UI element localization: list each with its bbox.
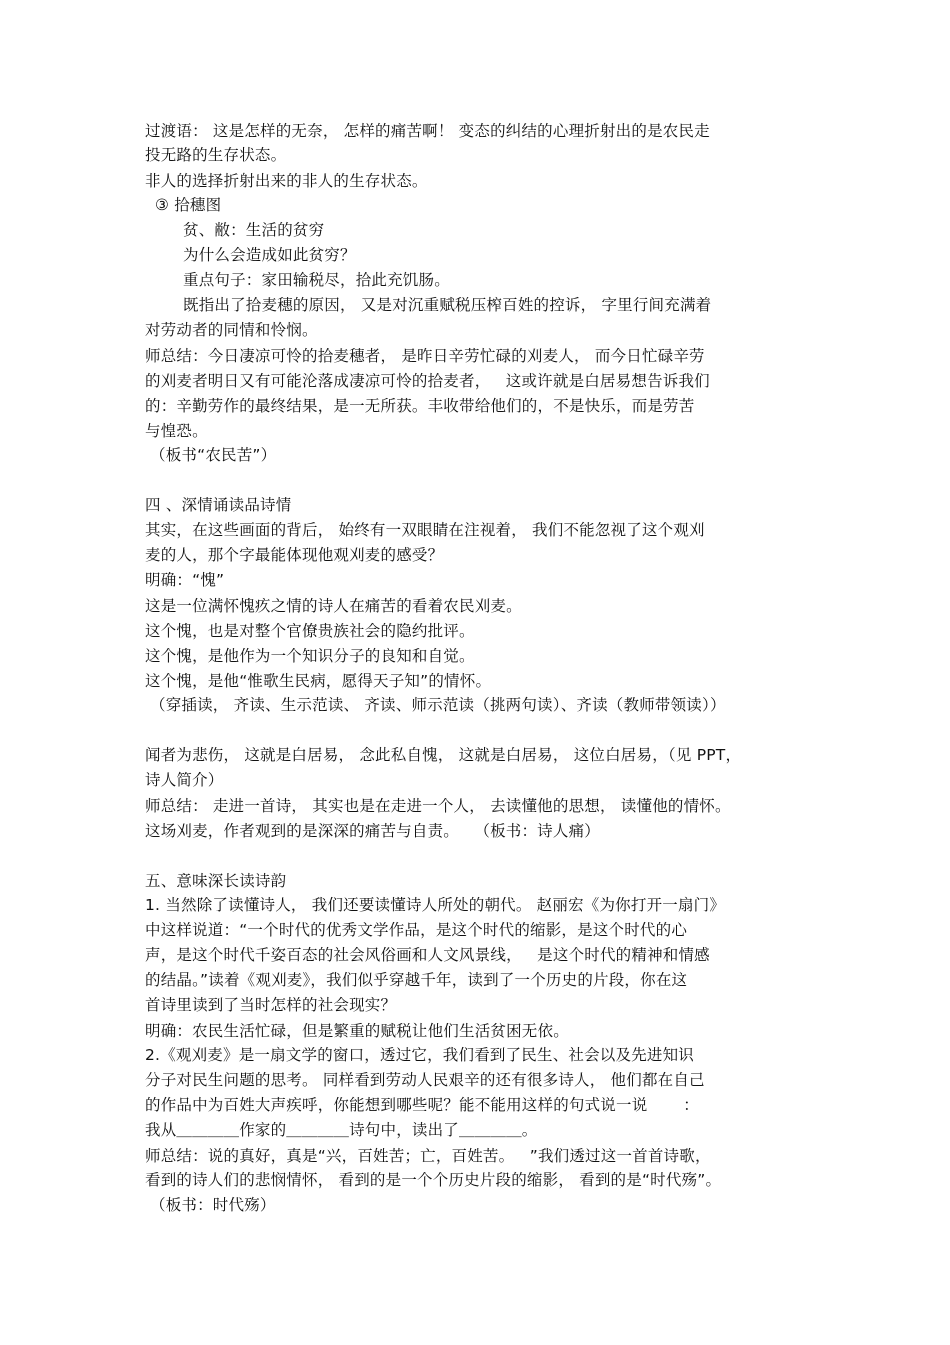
text-line: 我从＿＿＿＿作家的＿＿＿＿诗句中，读出了＿＿＿＿。 [145,1121,538,1139]
reading-note: （穿插读， 齐读、生示范读、 齐读、师示范读（挑两句读）、齐读（教师带领读）） [150,696,726,714]
text-line: 这个愧，也是对整个官僚贵族社会的隐约批评。 [145,622,475,640]
text-line: 的刈麦者明日又有可能沦落成凄凉可怜的拾麦者， 这或许就是白居易想告诉我们 [145,372,710,390]
text-line: 贫、敝：生活的贫穷 [183,221,325,239]
text-line: 首诗里读到了当时怎样的社会现实？ [145,996,397,1014]
text-line: 看到的诗人们的悲悯情怀， 看到的是一个个历史片段的缩影， 看到的是“时代殇”。 [145,1171,722,1189]
board-note: （板书：时代殇） [150,1196,276,1214]
text-line: 的：辛勤劳作的最终结果，是一无所获。丰收带给他们的，不是快乐，而是劳苦 [145,397,695,415]
text-line: 非人的选择折射出来的非人的生存状态。 [145,172,428,190]
text-line: 师总结： 走进一首诗， 其实也是在走进一个人， 去读懂他的思想， 读懂他的情怀。 [145,797,731,815]
text-line: 这个愧，是他“惟歌生民病，愿得天子知”的情怀。 [145,672,492,690]
text-line: 1. 当然除了读懂诗人， 我们还要读懂诗人所处的朝代。 赵丽宏《为你打开一扇门》 [145,896,726,914]
text-line: 这是一位满怀愧疚之情的诗人在痛苦的看着农民刈麦。 [145,597,522,615]
text-line: 的作品中为百姓大声疾呼，你能想到哪些呢？能不能用这样的句式说一说 ： [145,1096,699,1114]
text-line: 明确：“愧” [145,571,225,589]
text-line: 师总结：说的真好，真是“兴，百姓苦；亡，百姓苦。 ”我们透过这一首首诗歌， [145,1147,711,1165]
text-line: 与惶恐。 [145,422,208,440]
text-line: 诗人简介） [145,771,224,789]
text-line: 2.《观刈麦》是一扇文学的窗口，透过它，我们看到了民生、社会以及先进知识 [145,1046,694,1064]
text-line: 既指出了拾麦穗的原因， 又是对沉重赋税压榨百姓的控诉， 字里行间充满着 [183,296,712,314]
text-line: 分子对民生问题的思考。 同样看到劳动人民艰辛的还有很多诗人， 他们都在自己 [145,1071,705,1089]
text-line: 这个愧，是他作为一个知识分子的良知和自觉。 [145,647,475,665]
text-line: 投无路的生存状态。 [145,146,287,164]
text-line: 过渡语： 这是怎样的无奈， 怎样的痛苦啊！ 变态的纠结的心理折射出的是农民走 [145,122,710,140]
text-line: 师总结：今日凄凉可怜的拾麦穗者， 是昨日辛劳忙碌的刈麦人， 而今日忙碌辛劳 [145,347,705,365]
section-heading: 五、意味深长读诗韵 [145,872,287,890]
text-line: 重点句子：家田输税尽，拾此充饥肠。 [183,271,450,289]
text-line: 明确：农民生活忙碌，但是繁重的赋税让他们生活贫困无依。 [145,1022,569,1040]
text-line: 这场刈麦，作者观到的是深深的痛苦与自责。 （板书：诗人痛） [145,822,600,840]
text-line: 麦的人，那个字最能体现他观刈麦的感受？ [145,546,444,564]
text-line: 对劳动者的同情和怜悯。 [145,321,318,339]
text-line: 声，是这个时代千姿百态的社会风俗画和人文风景线， 是这个时代的精神和情感 [145,946,710,964]
text-line: 其实，在这些画面的背后， 始终有一双眼睛在注视着， 我们不能忽视了这个观刈 [145,521,705,539]
board-note: （板书“农民苦”） [150,446,277,464]
text-line: 中这样说道：“一个时代的优秀文学作品，是这个时代的缩影，是这个时代的心 [145,921,688,939]
section-heading: ③ 拾穗图 [155,196,222,214]
text-line: 的结晶。”读着《观刈麦》，我们似乎穿越千年，读到了一个历史的片段，你在这 [145,971,688,989]
text-line: 为什么会造成如此贫穷？ [183,246,356,264]
text-line: 闻者为悲伤， 这就是白居易， 念此私自愧， 这就是白居易， 这位白居易，（见 PPT， [145,746,742,764]
section-heading: 四 、深情诵读品诗情 [145,496,292,514]
